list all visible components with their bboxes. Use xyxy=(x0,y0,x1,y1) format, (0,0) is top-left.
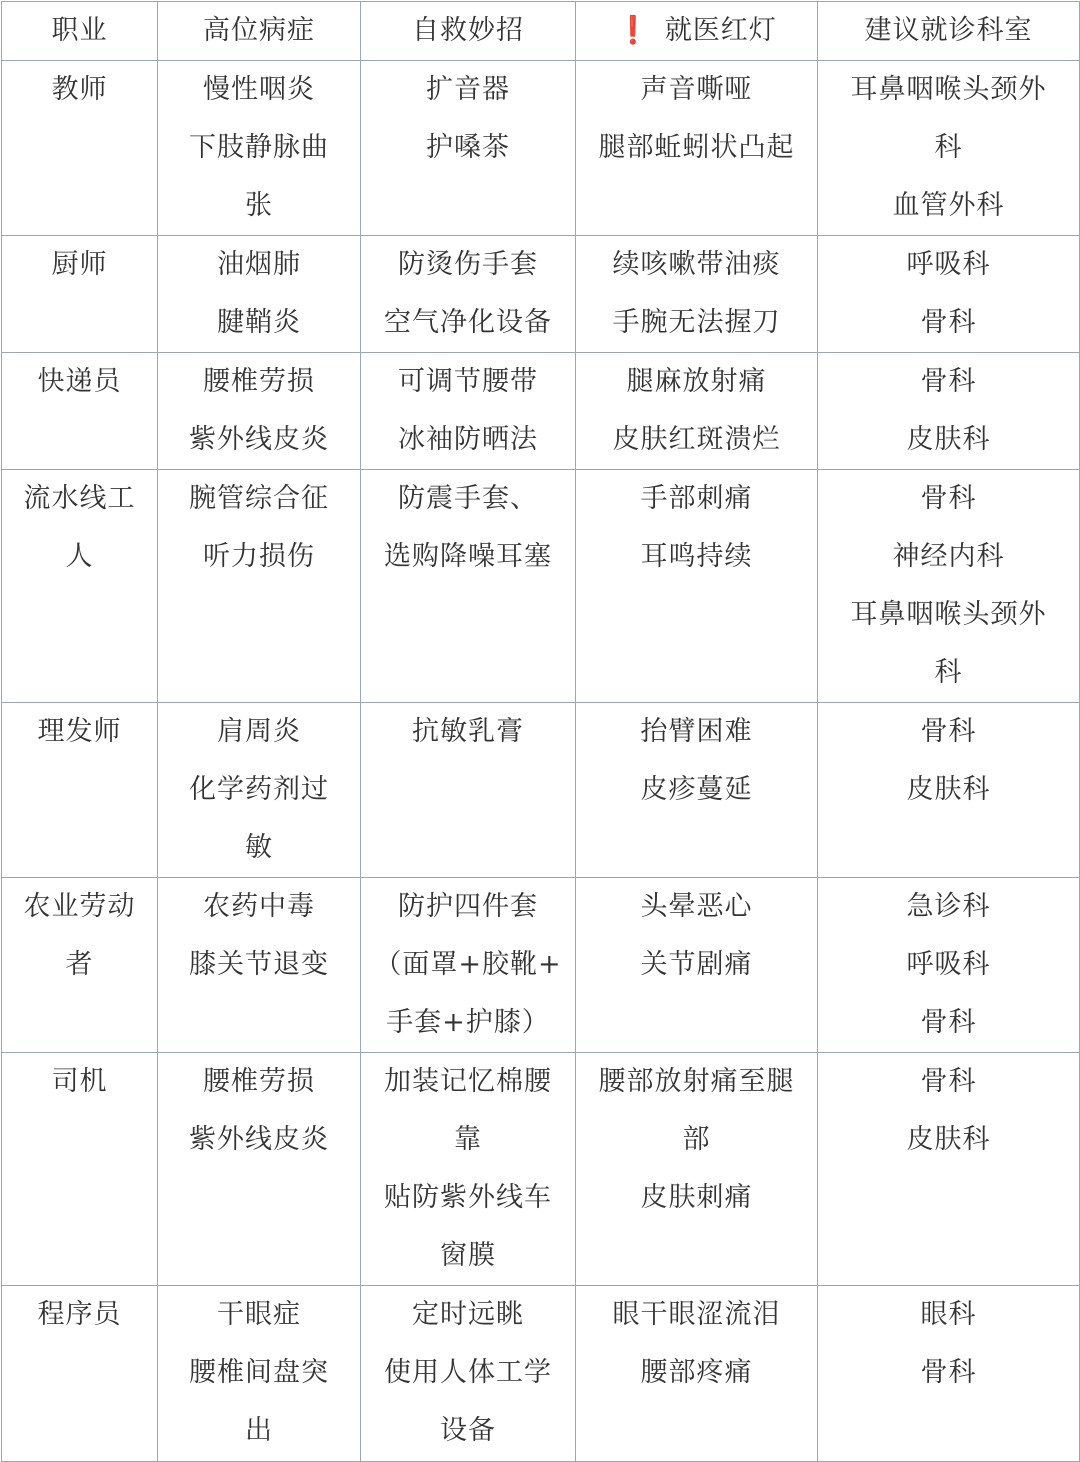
cell-text-line: 腰椎劳损 xyxy=(203,1066,315,1097)
red-flags-cell xyxy=(576,1053,818,1286)
table-row xyxy=(2,61,1080,236)
cell-text-line: 抗敏乳膏 xyxy=(412,716,524,747)
cell-text-line: （面罩+胶靴+ xyxy=(374,949,562,980)
cell-text-line: 防震手套、 xyxy=(398,483,538,514)
conditions-cell xyxy=(158,1286,361,1462)
cell-text-line: 声音嘶哑 xyxy=(640,74,753,105)
cell-text-line: 扩音器 xyxy=(426,74,510,105)
cell-text-line: 农药中毒 xyxy=(203,891,315,922)
cell-text-line: 理发师 xyxy=(37,716,122,747)
cell-text-line: 腰椎劳损 xyxy=(203,366,315,397)
header-red-flags xyxy=(576,2,818,61)
cell-text-line: 空气净化设备 xyxy=(384,307,552,338)
cell-text-line: 腰部疼痛 xyxy=(640,1357,753,1388)
cell-text-line: 皮肤红斑溃烂 xyxy=(612,424,781,455)
cell-text-line: 关节剧痛 xyxy=(640,949,753,980)
cell-text-line: 腰部放射痛至腿 xyxy=(598,1066,795,1097)
table-row xyxy=(2,353,1080,470)
header-departments xyxy=(818,2,1080,61)
cell-text-line: 定时远眺 xyxy=(412,1299,524,1330)
header-row xyxy=(2,2,1080,61)
departments-cell xyxy=(818,703,1080,878)
cell-text-line: 护嗓茶 xyxy=(426,132,510,163)
cell-text-line: 干眼症 xyxy=(217,1299,301,1330)
cell-text-line: 耳鼻咽喉头颈外 xyxy=(850,599,1047,630)
cell-text-line: 科 xyxy=(934,657,963,688)
cell-text-line: 神经内科 xyxy=(892,541,1005,572)
cell-text-line: 部 xyxy=(682,1124,711,1155)
cell-text-line: 听力损伤 xyxy=(203,541,315,572)
cell-text-line: 化学药剂过 xyxy=(189,774,329,805)
conditions-cell xyxy=(158,353,361,470)
cell-text-line: 窗膜 xyxy=(440,1240,496,1271)
header-remedies xyxy=(361,2,576,61)
cell-text-line: 眼干眼涩流泪 xyxy=(612,1299,781,1330)
cell-text-line: 厨师 xyxy=(51,249,108,280)
cell-text-line: 手腕无法握刀 xyxy=(612,307,781,338)
cell-text-line: 骨科 xyxy=(920,483,977,514)
cell-text-line: 使用人体工学 xyxy=(384,1357,552,1388)
red-flags-cell xyxy=(576,236,818,353)
cell-text-line: 眼科 xyxy=(920,1299,977,1330)
cell-text-line: 腰椎间盘突 xyxy=(189,1357,329,1388)
cell-text-line: 司机 xyxy=(51,1066,108,1097)
cell-text-line: 紫外线皮炎 xyxy=(189,1124,329,1155)
cell-text-line: 教师 xyxy=(51,74,108,105)
remedies-cell xyxy=(361,236,576,353)
cell-text-line: 皮肤刺痛 xyxy=(640,1182,753,1213)
cell-text-line: 设备 xyxy=(440,1415,496,1446)
departments-cell xyxy=(818,470,1080,703)
table-row xyxy=(2,236,1080,353)
table-row xyxy=(2,703,1080,878)
departments-cell xyxy=(818,61,1080,236)
remedies-cell xyxy=(361,470,576,703)
occupation-health-table xyxy=(1,1,1080,1462)
cell-text-line: 冰袖防晒法 xyxy=(398,424,538,455)
exclamation-icon: ❗ xyxy=(616,15,651,46)
red-flags-cell xyxy=(576,353,818,470)
departments-cell xyxy=(818,1053,1080,1286)
conditions-cell xyxy=(158,236,361,353)
cell-text-line: 下肢静脉曲 xyxy=(189,132,329,163)
cell-text-line: 贴防紫外线车 xyxy=(384,1182,552,1213)
cell-text-line: 加装记忆棉腰 xyxy=(384,1066,552,1097)
cell-text-line: 出 xyxy=(245,1415,273,1446)
departments-cell xyxy=(818,236,1080,353)
cell-text-line: 耳鼻咽喉头颈外 xyxy=(850,74,1047,105)
cell-text-line: 耳鸣持续 xyxy=(640,541,753,572)
cell-text-line: 人 xyxy=(65,541,94,572)
cell-text-line: 骨科 xyxy=(920,716,977,747)
cell-text-line: 急诊科 xyxy=(906,891,991,922)
cell-text-line: 敏 xyxy=(245,832,273,863)
header-red-flags-label: 就医红灯 xyxy=(664,15,777,46)
cell-text-line: 张 xyxy=(245,190,273,221)
red-flags-cell xyxy=(576,1286,818,1462)
header-departments-label: 建议就诊科室 xyxy=(864,15,1033,46)
header-occupation xyxy=(2,2,158,61)
table-row xyxy=(2,1053,1080,1286)
cell-text-line: 可调节腰带 xyxy=(398,366,538,397)
occupation-cell xyxy=(2,878,158,1053)
remedies-cell xyxy=(361,1286,576,1462)
cell-text-line: 慢性咽炎 xyxy=(203,74,315,105)
cell-text-line: 皮肤科 xyxy=(906,774,991,805)
table-row xyxy=(2,878,1080,1053)
cell-text-line: 快递员 xyxy=(37,366,122,397)
cell-text-line: 腕管综合征 xyxy=(189,483,329,514)
conditions-cell xyxy=(158,878,361,1053)
header-remedies-label: 自救妙招 xyxy=(412,15,524,46)
cell-text-line: 靠 xyxy=(454,1124,482,1155)
cell-text-line: 选购降噪耳塞 xyxy=(384,541,552,572)
cell-text-line: 农业劳动 xyxy=(23,891,136,922)
occupation-cell xyxy=(2,61,158,236)
cell-text-line: 膝关节退变 xyxy=(189,949,329,980)
remedies-cell xyxy=(361,353,576,470)
conditions-cell xyxy=(158,470,361,703)
cell-text-line: 呼吸科 xyxy=(906,949,991,980)
cell-text-line: 紫外线皮炎 xyxy=(189,424,329,455)
cell-text-line: 手套+护膝） xyxy=(386,1007,550,1038)
cell-text-line: 呼吸科 xyxy=(906,249,991,280)
cell-text-line: 腱鞘炎 xyxy=(217,307,301,338)
cell-text-line: 骨科 xyxy=(920,1007,977,1038)
cell-text-line: 血管外科 xyxy=(892,190,1005,221)
remedies-cell xyxy=(361,878,576,1053)
header-conditions-label: 高位病症 xyxy=(203,15,315,46)
cell-text-line: 流水线工 xyxy=(23,483,136,514)
departments-cell xyxy=(818,353,1080,470)
conditions-cell xyxy=(158,1053,361,1286)
remedies-cell xyxy=(361,703,576,878)
departments-cell xyxy=(818,1286,1080,1462)
cell-text-line: 腿部蚯蚓状凸起 xyxy=(598,132,795,163)
occupation-cell xyxy=(2,1053,158,1286)
cell-text-line: 防护四件套 xyxy=(398,891,538,922)
table-row xyxy=(2,470,1080,703)
cell-text-line: 肩周炎 xyxy=(217,716,301,747)
cell-text-line: 骨科 xyxy=(920,366,977,397)
conditions-cell xyxy=(158,703,361,878)
cell-text-line: 头晕恶心 xyxy=(640,891,753,922)
cell-text-line: 防烫伤手套 xyxy=(398,249,538,280)
red-flags-cell xyxy=(576,703,818,878)
cell-text-line: 抬臂困难 xyxy=(640,716,753,747)
cell-text-line: 续咳嗽带油痰 xyxy=(612,249,781,280)
cell-text-line: 皮肤科 xyxy=(906,1124,991,1155)
departments-cell xyxy=(818,878,1080,1053)
occupation-cell xyxy=(2,236,158,353)
cell-text-line: 骨科 xyxy=(920,1066,977,1097)
table-body xyxy=(2,61,1080,1462)
occupation-cell xyxy=(2,703,158,878)
occupation-cell xyxy=(2,1286,158,1462)
cell-text-line: 油烟肺 xyxy=(217,249,301,280)
occupation-cell xyxy=(2,470,158,703)
cell-text-line: 骨科 xyxy=(920,307,977,338)
cell-text-line: 者 xyxy=(65,949,94,980)
red-flags-cell xyxy=(576,470,818,703)
red-flags-cell xyxy=(576,878,818,1053)
occupation-cell xyxy=(2,353,158,470)
header-conditions xyxy=(158,2,361,61)
red-flags-cell xyxy=(576,61,818,236)
conditions-cell xyxy=(158,61,361,236)
remedies-cell xyxy=(361,1053,576,1286)
cell-text-line: 皮疹蔓延 xyxy=(640,774,753,805)
table-row xyxy=(2,1286,1080,1462)
cell-text-line: 腿麻放射痛 xyxy=(626,366,767,397)
remedies-cell xyxy=(361,61,576,236)
cell-text-line: 科 xyxy=(934,132,963,163)
cell-text-line: 程序员 xyxy=(37,1299,122,1330)
cell-text-line: 皮肤科 xyxy=(906,424,991,455)
cell-text-line: 骨科 xyxy=(920,1357,977,1388)
cell-text-line: 手部刺痛 xyxy=(640,483,753,514)
header-occupation-label: 职业 xyxy=(51,15,108,46)
